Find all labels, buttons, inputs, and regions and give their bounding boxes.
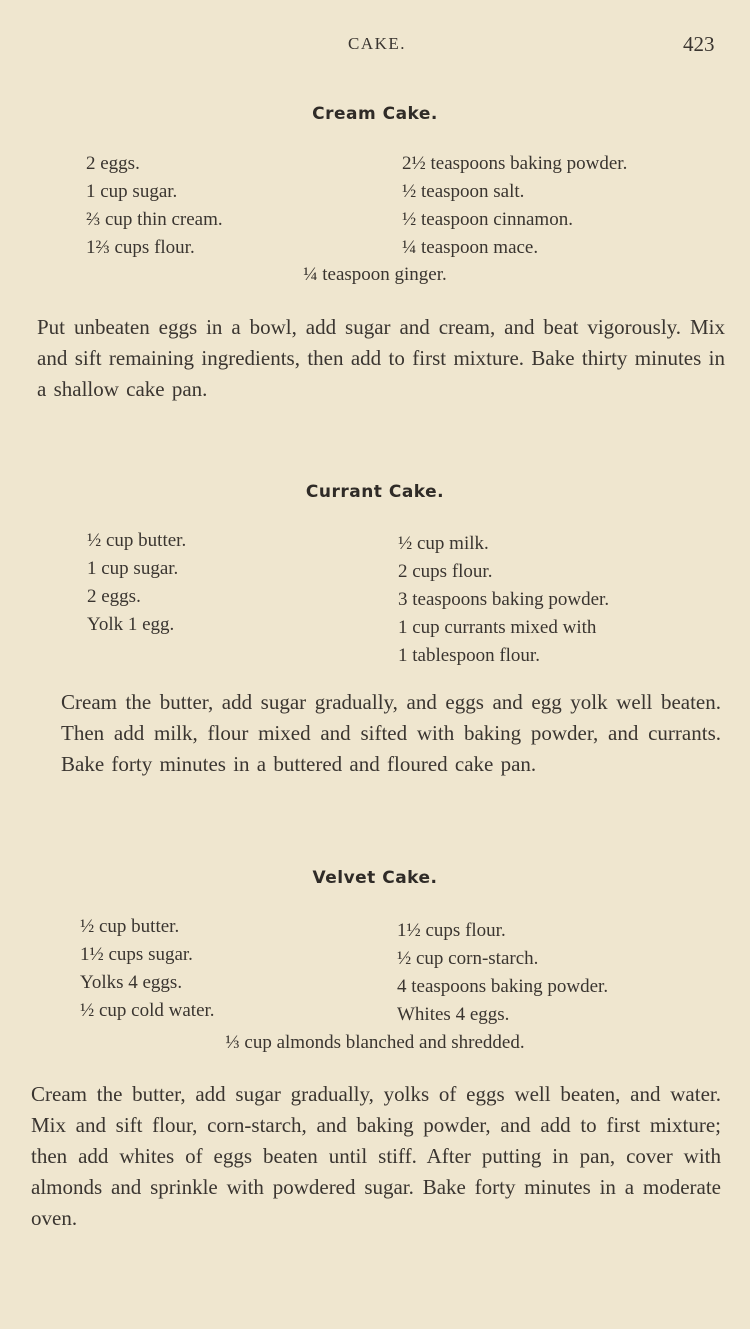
- ingredient: ½ cup milk.: [398, 533, 489, 554]
- ingredient: 2½ teaspoons baking powder.: [402, 153, 628, 174]
- ingredient: ½ teaspoon salt.: [402, 181, 525, 202]
- directions-velvet-cake: Cream the butter, add sugar gradually, yolks of eggs well beaten, and water. Mix and sift flour, corn-starch, and baking powder, and add to first mixture; then add whites of eggs beaten until stiff. After putting in pan, cover with almonds and sprinkle with powdered sugar. Bake forty minutes in a moderate oven.: [31, 1082, 721, 1230]
- running-head: [0, 34, 750, 58]
- ingredient: 2 cups flour.: [398, 561, 493, 582]
- ingredient: ½ cup butter.: [80, 916, 180, 937]
- ingredient: Whites 4 eggs.: [397, 1004, 510, 1025]
- ingredients-left-cream-cake: [86, 150, 223, 262]
- ingredient: 4 teaspoons baking powder.: [397, 976, 609, 997]
- ingredient-centered-velvet-cake: ⅓ cup almonds blanched and shredded.: [225, 1032, 525, 1053]
- recipe-title-velvet-cake: Velvet Cake.: [312, 868, 438, 888]
- directions-cream-cake: Put unbeaten eggs in a bowl, add sugar and cream, and beat vigorously. Mix and sift remaining ingredients, then add to first mixture. Bake thirty minutes in a shallow cake pan.: [37, 315, 725, 401]
- ingredient: 1½ cups flour.: [397, 920, 506, 941]
- ingredient: ½ cup butter.: [87, 530, 187, 551]
- recipe-title-cream-cake: Cream Cake.: [312, 104, 438, 124]
- ingredient: ½ teaspoon cinnamon.: [402, 209, 573, 230]
- ingredient: Yolks 4 eggs.: [80, 972, 183, 993]
- ingredients-right-velvet-cake: [397, 917, 608, 1029]
- ingredient: ⅔ cup thin cream.: [86, 209, 223, 230]
- page-number: 423: [683, 32, 715, 56]
- ingredients-right-cream-cake: [402, 150, 627, 262]
- ingredient: 1 cup sugar.: [87, 558, 179, 579]
- ingredient: 2 eggs.: [87, 586, 141, 607]
- running-head-title: CAKE.: [348, 34, 407, 53]
- ingredient: ½ cup corn-starch.: [397, 948, 539, 969]
- ingredient: ¼ teaspoon mace.: [402, 237, 539, 258]
- ingredient: 2 eggs.: [86, 153, 140, 174]
- ingredient-centered-cream-cake: ¼ teaspoon ginger.: [303, 264, 447, 285]
- ingredients-left-velvet-cake: [80, 913, 215, 1025]
- ingredients-right-currant-cake: [398, 530, 609, 670]
- ingredient: 1 cup sugar.: [86, 181, 178, 202]
- ingredient: 1 cup currants mixed with: [398, 617, 597, 638]
- ingredient: 1 tablespoon flour.: [398, 645, 540, 666]
- ingredient: 1⅔ cups flour.: [86, 237, 195, 258]
- ingredient: 3 teaspoons baking powder.: [398, 589, 610, 610]
- ingredient: 1½ cups sugar.: [80, 944, 193, 965]
- directions-currant-cake: Cream the butter, add sugar gradually, and eggs and egg yolk well beaten. Then add milk, flour mixed and sifted with baking powder, and currants. Bake forty minutes in a buttered and floured cake pan.: [61, 690, 721, 776]
- ingredient: Yolk 1 egg.: [87, 614, 175, 635]
- ingredients-left-currant-cake: [87, 527, 186, 639]
- recipe-title-currant-cake: Currant Cake.: [305, 482, 445, 502]
- ingredient: ½ cup cold water.: [80, 1000, 215, 1021]
